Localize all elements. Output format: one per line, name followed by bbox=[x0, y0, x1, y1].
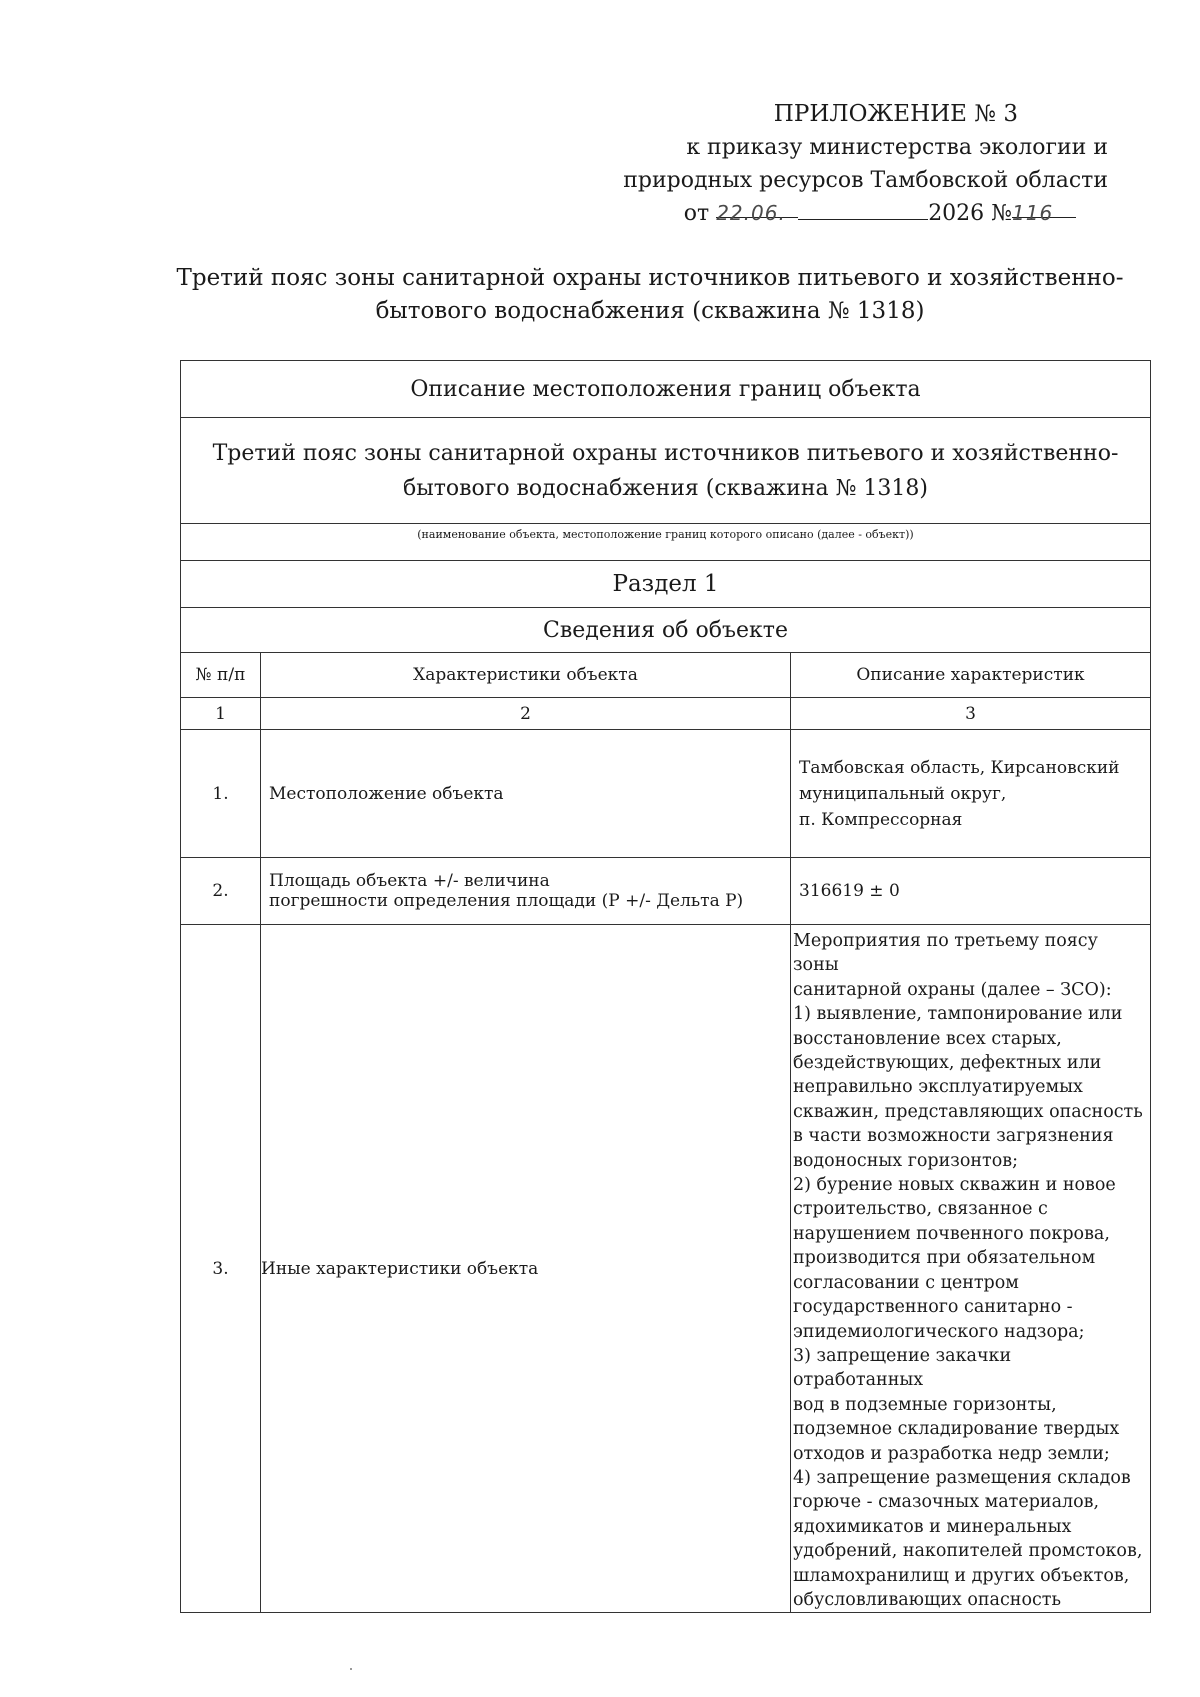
section-title: Раздел 1 bbox=[181, 561, 1151, 608]
document-title-line-2: бытового водоснабжения (скважина № 1318) bbox=[375, 298, 925, 324]
order-reference-line-1: к приказу министерства экологии и bbox=[686, 135, 1108, 160]
object-description-table bbox=[180, 360, 1151, 1613]
date-blank-line bbox=[798, 199, 928, 220]
column-header-characteristics: Характеристики объекта bbox=[261, 653, 791, 698]
object-name-note: (наименование объекта, местоположение границ которого описано (далее - объект)) bbox=[181, 524, 1151, 561]
document-title-line-1: Третий пояс зоны санитарной охраны источников питьевого и хозяйственно- bbox=[176, 265, 1124, 291]
row-description: Мероприятия по третьему поясу зоны санитарной охраны (далее – ЗСО): 1) выявление, тампонирование или восстановление всех старых, бездействующих, дефектных или неправильно эксплуатируемых скважин, представляющих опасность в части возможности загрязнения водоносных горизонтов; 2) бурение новых скважин и новое строительство, связанное с нарушением почвенного покрова, производится при обязательном согласовании с центром государственного санитарно - эпидемиологического надзора; 3) запрещение закачки отработанных вод в подземные горизонты, подземное складирование твердых отходов и разработка недр земли; 4) запрещение размещения складов горюче - смазочных материалов, ядохимикатов и минеральных удобрений, накопителей промстоков, шламохранилищ и других объектов, обусловливающих опасность bbox=[791, 925, 1151, 1613]
boundary-description-title: Описание местоположения границ объекта bbox=[181, 361, 1151, 418]
column-header-description: Описание характеристик bbox=[791, 653, 1151, 698]
row-number: 3. bbox=[181, 925, 261, 1613]
row-description bbox=[791, 730, 1151, 858]
column-number-1: 1 bbox=[181, 698, 261, 730]
location-line-3: п. Компрессорная bbox=[799, 809, 963, 830]
document-title bbox=[150, 262, 1150, 328]
order-number-field bbox=[1012, 197, 1076, 225]
date-prefix: от bbox=[683, 201, 710, 226]
column-number-2: 2 bbox=[261, 698, 791, 730]
appendix-header bbox=[588, 98, 1108, 230]
table-row bbox=[181, 730, 1151, 858]
table-row bbox=[181, 858, 1151, 925]
area-characteristic-line-2: погрешности определения площади (Р +/- Дельта Р) bbox=[269, 891, 744, 911]
section-row bbox=[181, 561, 1151, 608]
date-field bbox=[716, 197, 798, 225]
location-line-2: муниципальный округ, bbox=[799, 783, 1007, 804]
table-header-row bbox=[181, 361, 1151, 418]
row-characteristic: Иные характеристики объекта bbox=[261, 925, 791, 1613]
area-value: 316619 ± 0 bbox=[791, 858, 1151, 925]
object-name-line-2: бытового водоснабжения (скважина № 1318) bbox=[402, 475, 928, 501]
object-info-title: Сведения об объекте bbox=[181, 608, 1151, 653]
row-characteristic: Местоположение объекта bbox=[261, 730, 791, 858]
object-name-line-1: Третий пояс зоны санитарной охраны источников питьевого и хозяйственно- bbox=[212, 440, 1119, 466]
handwritten-order-number: 116 bbox=[1012, 201, 1054, 225]
row-number: 2. bbox=[181, 858, 261, 925]
row-characteristic bbox=[261, 858, 791, 925]
column-header-num: № п/п bbox=[181, 653, 261, 698]
area-characteristic-line-1: Площадь объекта +/- величина bbox=[269, 871, 550, 891]
object-name-row bbox=[181, 418, 1151, 524]
order-date-number-line bbox=[588, 197, 1076, 230]
table-row bbox=[181, 925, 1151, 1613]
column-number-3: 3 bbox=[791, 698, 1151, 730]
object-note-row bbox=[181, 524, 1151, 561]
row-number: 1. bbox=[181, 730, 261, 858]
appendix-title: ПРИЛОЖЕНИЕ № 3 bbox=[773, 101, 1018, 127]
location-line-1: Тамбовская область, Кирсановский bbox=[799, 757, 1120, 778]
info-title-row bbox=[181, 608, 1151, 653]
object-name bbox=[181, 418, 1151, 524]
scan-speck bbox=[350, 1668, 352, 1670]
handwritten-date: 22.06. bbox=[716, 201, 786, 225]
year-and-number-label: 2026 № bbox=[928, 201, 1012, 226]
order-reference-line-2: природных ресурсов Тамбовской области bbox=[623, 168, 1108, 193]
column-number-row bbox=[181, 698, 1151, 730]
column-header-row bbox=[181, 653, 1151, 698]
